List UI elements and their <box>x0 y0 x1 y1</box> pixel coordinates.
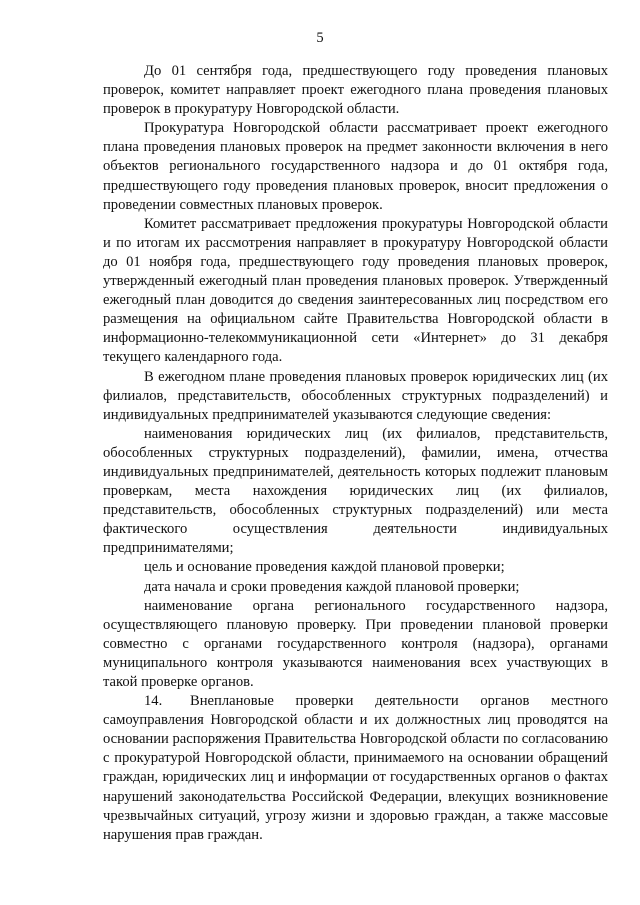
paragraph: наименование органа регионального государственного надзора, осуществляющего плановую проверку. При проведении плановой проверки совместно с органами государственного контроля (надзора), органами муниципального контроля указываются наименования всех участвующих в такой проверке органов. <box>103 597 608 690</box>
paragraph: Комитет рассматривает предложения прокуратуры Новгородской области и по итогам их рассмотрения направляет в прокуратуру Новгородской области до 01 ноября года, предшествующего году проведения плановых проверок, утвержденный ежегодный план проведения плановых проверок. Утвержденный ежегодный план доводится до сведения заинтересованных лиц посредством его размещения на официальном сайте Правительства Новгородской области в информационно-телекоммуникационной сети «Интернет» до 31 декабря текущего календарного года. <box>103 215 608 366</box>
page-number: 5 <box>316 30 324 46</box>
paragraph: цель и основание проведения каждой плановой проверки; <box>144 559 505 576</box>
item-text: Внеплановые проверки деятельности органов местного самоуправления Новгородской области и их должностных лиц проводятся на основании распоряжения Правительства Новгородской области по согласованию с прокуратурой Новгородской области, принимаемого на основании обращений граждан, юридических лиц и информации от государственных органов о фактах нарушений законодательства Российской Федерации, влекущих возникновение чрезвычайных ситуаций, угрозу жизни и здоровью граждан, а также массовые нарушения прав граждан. <box>103 693 608 843</box>
paragraph: дата начала и сроки проведения каждой плановой проверки; <box>144 578 520 595</box>
paragraph: Прокуратура Новгородской области рассматривает проект ежегодного плана проведения плановых проверок на предмет законности включения в него объектов регионального государственного надзора и до 01 октября года, предшествующего году проведения плановых проверок, вносит предложения о проведении совместных плановых проверок. <box>103 120 608 213</box>
numbered-paragraph <box>103 692 608 845</box>
item-number: 14. <box>144 693 163 710</box>
paragraph: В ежегодном плане проведения плановых проверок юридических лиц (их филиалов, представительств, обособленных структурных подразделений) и индивидуальных предпринимателей указываются следующие сведения: <box>103 368 608 423</box>
document-body <box>103 62 608 845</box>
paragraph: До 01 сентября года, предшествующего году проведения плановых проверок, комитет направляет проект ежегодного плана проведения плановых проверок в прокуратуру Новгородской области. <box>103 63 608 118</box>
paragraph: наименования юридических лиц (их филиалов, представительств, обособленных структурных подразделений), фамилии, имена, отчества индивидуальных предпринимателей, деятельность которых подлежит плановым проверкам, места нахождения юридических лиц (их филиалов, представительств, обособленных структурных подразделений) или места фактического осуществления деятельности индивидуальных предпринимателями; <box>103 425 608 557</box>
